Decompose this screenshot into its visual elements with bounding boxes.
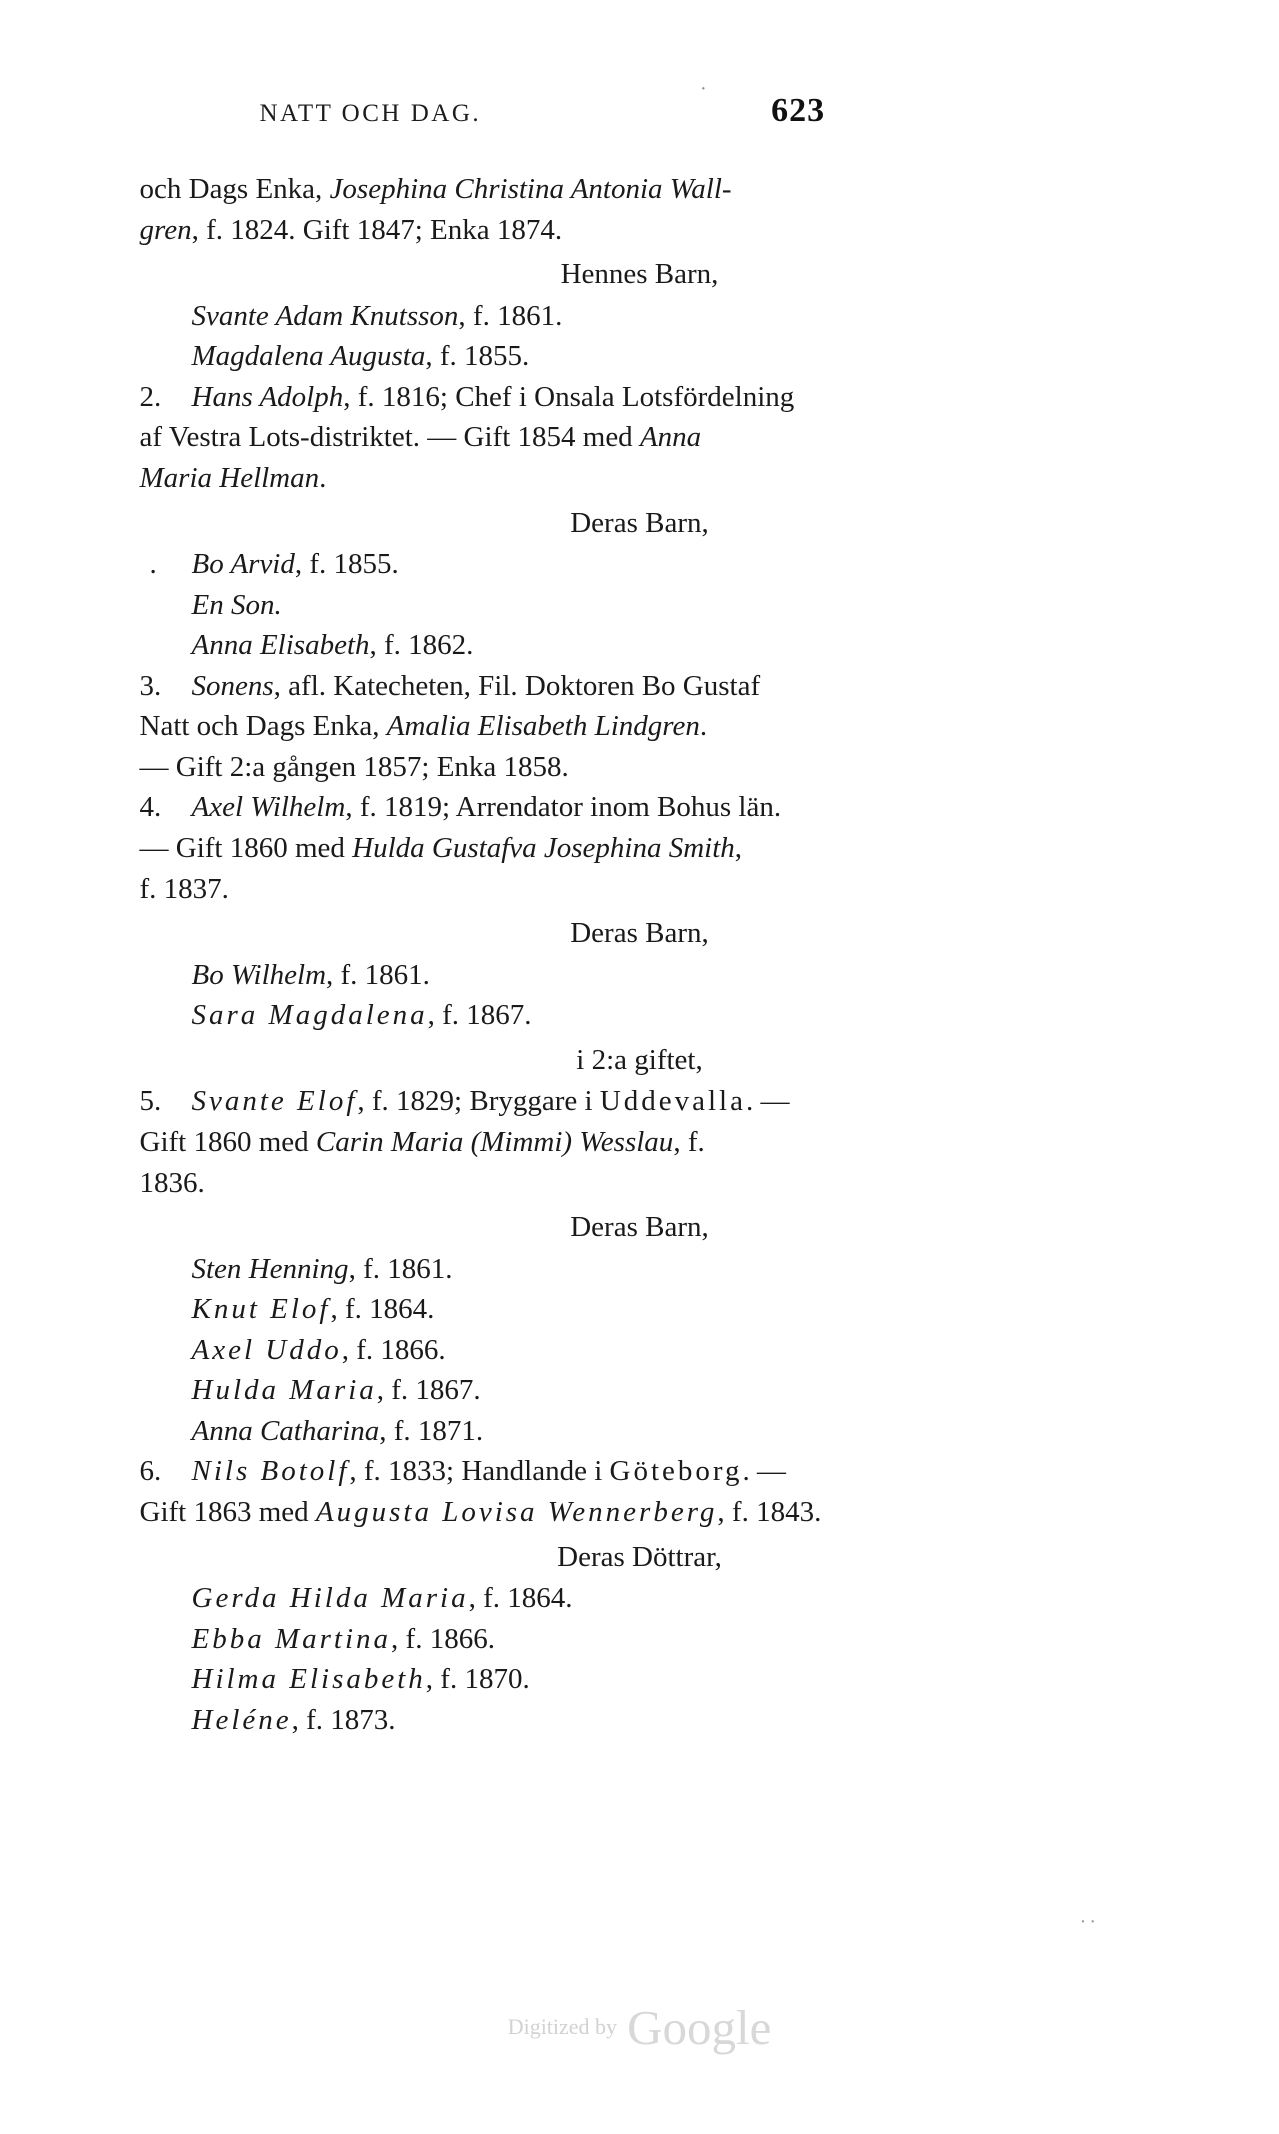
google-watermark xyxy=(0,1999,1279,2056)
child-entry xyxy=(140,1412,1140,1451)
entry-continuation xyxy=(140,459,1140,498)
entry-continuation xyxy=(140,1493,1140,1532)
entry-continuation xyxy=(140,707,1140,746)
name-italic: Svante Adam Knutsson xyxy=(191,299,459,332)
watermark-prefix: Digitized by xyxy=(507,2014,618,2039)
subheading-deras-dottrar: Deras Döttrar, xyxy=(557,1540,722,1573)
child-entry xyxy=(140,1371,1140,1410)
child-entry xyxy=(140,626,1140,665)
child-entry xyxy=(140,1579,1140,1618)
entry-number: 2. xyxy=(139,380,162,413)
text-run: , f. 1866. xyxy=(391,1622,495,1655)
numbered-entry-3 xyxy=(140,667,1140,706)
text-run: , f. 1861. xyxy=(348,1252,453,1285)
text-run: , f. 1867. xyxy=(376,1374,481,1407)
numbered-entry-2 xyxy=(140,378,1140,417)
name-spaced: Knut Elof xyxy=(191,1293,331,1326)
entry-continuation xyxy=(140,1164,1140,1203)
text-run: . — xyxy=(742,1455,787,1488)
text-run: Gift 1860 med xyxy=(139,1125,316,1158)
paragraph-line xyxy=(140,211,1140,250)
scan-artifact-mark: · xyxy=(700,78,707,100)
entry-number: 4. xyxy=(139,791,162,824)
text-run: , f. 1816; Chef i Onsala Lotsfördelning xyxy=(343,380,795,413)
subheading-deras-barn: Deras Barn, xyxy=(570,917,709,950)
text-run: , f. 1855. xyxy=(294,548,399,581)
text-run: , f. 1867. xyxy=(427,999,532,1032)
child-entry xyxy=(140,1660,1140,1699)
name-italic: Maria Hellman xyxy=(139,461,320,494)
watermark-word: Google xyxy=(627,2000,772,2055)
entry-continuation xyxy=(140,748,1140,787)
name-italic: Hulda Gustafva Josephina Smith xyxy=(352,832,735,864)
entry-continuation xyxy=(140,870,1140,909)
name-italic: Bo Arvid xyxy=(191,548,295,581)
child-entry xyxy=(140,1331,1140,1370)
entry-number: 5. xyxy=(139,1085,162,1118)
numbered-entry-5 xyxy=(140,1082,1140,1121)
text-run: , f. 1829; Bryggare i xyxy=(357,1085,600,1118)
text-run: . xyxy=(699,710,708,743)
numbered-entry-6 xyxy=(140,1452,1140,1491)
margin-dot: . xyxy=(149,548,157,581)
text-run: , f. xyxy=(673,1125,705,1158)
entry-continuation xyxy=(140,1123,1140,1162)
name-italic: Axel Wilhelm xyxy=(191,791,346,824)
name-italic: Hans Adolph xyxy=(191,380,344,413)
text-run: — Gift 2:a gången 1857; Enka 1858. xyxy=(139,750,569,783)
running-head: NATT OCH DAG. xyxy=(259,100,482,127)
child-entry xyxy=(140,956,1140,995)
text-run: , f. 1862. xyxy=(369,629,474,662)
text-run: f. 1837. xyxy=(139,872,229,905)
child-entry xyxy=(140,545,1140,584)
text-run: , f. 1870. xyxy=(425,1663,530,1696)
text-run: — Gift 1860 med xyxy=(139,832,353,864)
name-spaced: Augusta Lovisa Wennerberg xyxy=(315,1496,718,1528)
child-entry xyxy=(140,1701,1140,1740)
name-italic: Josephina Christina Antonia Wall- xyxy=(329,173,732,205)
name-italic: Anna Catharina xyxy=(191,1414,380,1447)
body-text xyxy=(140,170,1140,1739)
name-italic: Sonens xyxy=(191,669,274,702)
subheading-hennes-barn: Hennes Barn, xyxy=(560,258,719,291)
name-spaced: Svante Elof xyxy=(191,1085,358,1118)
text-run: 1836. xyxy=(139,1166,205,1199)
name-italic: Bo Wilhelm xyxy=(191,958,327,991)
name-italic: gren xyxy=(139,213,192,246)
child-entry xyxy=(140,297,1140,336)
text-run: . xyxy=(319,461,327,494)
name-italic: Carin Maria (Mimmi) Wesslau xyxy=(315,1125,674,1158)
child-entry xyxy=(140,337,1140,376)
entry-continuation xyxy=(140,829,1140,868)
page-content xyxy=(140,0,1140,1739)
text-run: Natt och Dags Enka, xyxy=(139,710,387,743)
child-entry xyxy=(140,996,1140,1035)
place-spaced: Göteborg xyxy=(609,1455,743,1488)
entry-continuation xyxy=(140,418,1140,457)
text-run: , f. 1843. xyxy=(717,1496,822,1528)
paragraph-continuation xyxy=(140,170,1140,209)
name-italic: Amalia Elisabeth Lindgren xyxy=(386,710,700,743)
text-run: , f. 1833; Handlande i xyxy=(349,1455,610,1488)
subheading-second-marriage: i 2:a giftet, xyxy=(576,1043,703,1076)
text-run: , f. 1861. xyxy=(458,299,563,332)
text-run: , f. 1819; Arrendator inom Bohus län. xyxy=(345,791,782,824)
name-spaced: Hilma Elisabeth xyxy=(191,1663,426,1696)
text-run: Gift 1863 med xyxy=(139,1496,316,1528)
entry-number: 3. xyxy=(139,669,162,702)
name-italic: Sten Henning xyxy=(191,1252,349,1285)
text-run: , f. 1873. xyxy=(291,1703,396,1736)
text-run: , xyxy=(734,832,743,864)
child-entry xyxy=(140,1250,1140,1289)
text-run: af Vestra Lots-distriktet. — Gift 1854 med xyxy=(139,421,640,454)
text-run: , f. 1824. Gift 1847; Enka 1874. xyxy=(191,213,563,246)
numbered-entry-4 xyxy=(140,788,1140,827)
text-run: , afl. Katecheten, Fil. Doktoren Bo Gustaf xyxy=(273,669,761,702)
name-spaced: Axel Uddo xyxy=(191,1333,342,1366)
text-run: , f. 1864. xyxy=(468,1582,573,1615)
text-run: , f. 1861. xyxy=(326,958,430,991)
entry-number: 6. xyxy=(139,1455,162,1488)
name-spaced: Sara Magdalena xyxy=(191,999,428,1032)
name-italic: Magdalena Augusta xyxy=(191,340,426,373)
name-italic: Anna Elisabeth xyxy=(191,629,370,662)
child-entry xyxy=(140,1290,1140,1329)
text-run: , f. 1866. xyxy=(341,1333,446,1366)
name-spaced: Heléne xyxy=(191,1703,292,1736)
text-run: , f. 1871. xyxy=(379,1414,484,1447)
child-entry xyxy=(140,1620,1140,1659)
text-run: . — xyxy=(745,1085,790,1118)
subheading-deras-barn: Deras Barn, xyxy=(570,506,709,539)
subheading-deras-barn: Deras Barn, xyxy=(570,1211,709,1244)
child-entry xyxy=(140,586,1140,625)
name-italic: En Son. xyxy=(191,588,282,621)
text-run: , f. 1855. xyxy=(425,340,530,373)
text-run: , f. 1864. xyxy=(330,1293,435,1326)
page-number: 623 xyxy=(771,92,826,129)
name-spaced: Nils Botolf xyxy=(191,1455,350,1488)
text-run: och Dags Enka, xyxy=(139,173,330,205)
scan-artifact-dots: ·· xyxy=(1079,1911,1099,1933)
name-spaced: Ebba Martina xyxy=(191,1622,392,1655)
name-spaced: Gerda Hilda Maria xyxy=(191,1582,469,1615)
name-spaced: Hulda Maria xyxy=(191,1374,377,1407)
name-italic: Anna xyxy=(639,421,702,454)
place-spaced: Uddevalla xyxy=(599,1085,746,1118)
